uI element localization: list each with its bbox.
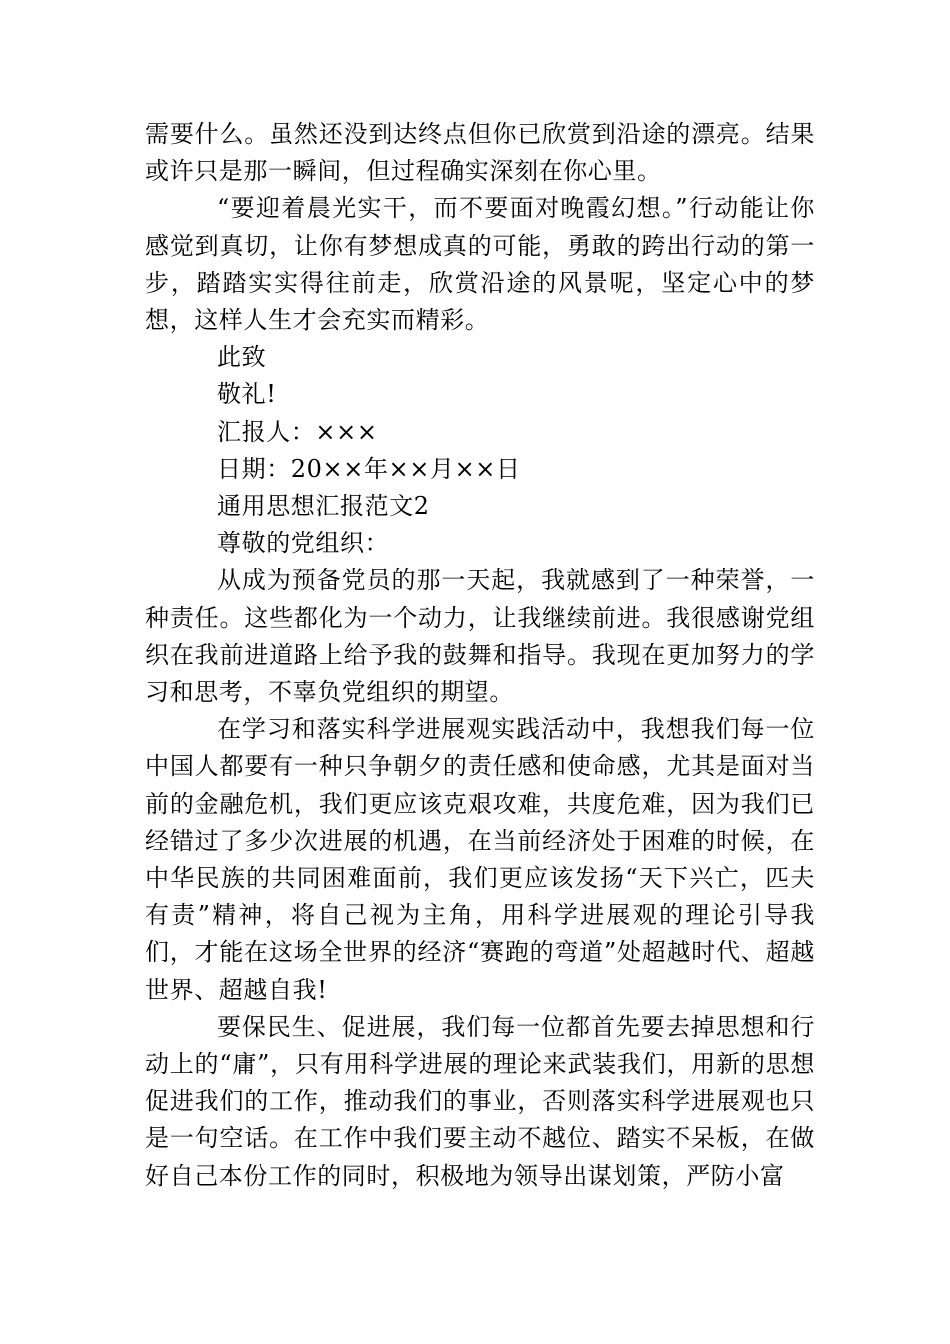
- document-body: [145, 116, 815, 1195]
- closing-line-2: 敬礼!: [217, 380, 277, 409]
- paragraph-development: 在学习和落实科学进展观实践活动中，我想我们每一位中国人都要有一种只争朝夕的责任感和使命感，尤其是面对当前的金融危机，我们更应该克艰攻难，共度危难，因为我们已经错过了多少次进展的机遇，在当前经济处于困难的时候，在中华民族的共同困难面前，我们更应该发扬“天下兴亡，匹夫有责”精神，将自己视为主角，用科学进展观的理论引导我们，才能在这场全世界的经济“赛跑的弯道”处超越时代、超越世界、超越自我!: [145, 715, 815, 1004]
- section-title: 通用思想汇报范文2: [217, 492, 430, 521]
- date-line: 日期：20××年××月××日: [217, 454, 521, 483]
- paragraph-continued: 需要什么。虽然还没到达终点但你已欣赏到沿途的漂亮。结果或许只是那一瞬间，但过程确实深刻在你心里。: [145, 120, 815, 186]
- closing-line-1: 此致: [217, 343, 267, 372]
- paragraph-honor: 从成为预备党员的那一天起，我就感到了一种荣誉，一种责任。这些都化为一个动力，让我继续前进。我很感谢党组织在我前进道路上给予我的鼓舞和指导。我现在更加努力的学习和思考，不辜负党组织的期望。: [145, 566, 815, 707]
- reporter-line: 汇报人：×××: [217, 417, 378, 446]
- salutation-line: 尊敬的党组织：: [217, 529, 390, 558]
- paragraph-livelihood: 要保民生、促进展，我们每一位都首先要去掉思想和行动上的“庸”，只有用科学进展的理论来武装我们，用新的思想促进我们的工作，推动我们的事业，否则落实科学进展观也只是一句空话。在工作中我们要主动不越位、踏实不呆板，在做好自己本份工作的同时，积极地为领导出谋划策，严防小富: [145, 1012, 815, 1190]
- paragraph-quote: “要迎着晨光实干，而不要面对晚霞幻想。”行动能让你感觉到真切，让你有梦想成真的可能，勇敢的跨出行动的第一步，踏踏实实得往前走，欣赏沿途的风景呢，坚定心中的梦想，这样人生才会充实而精彩。: [145, 194, 815, 335]
